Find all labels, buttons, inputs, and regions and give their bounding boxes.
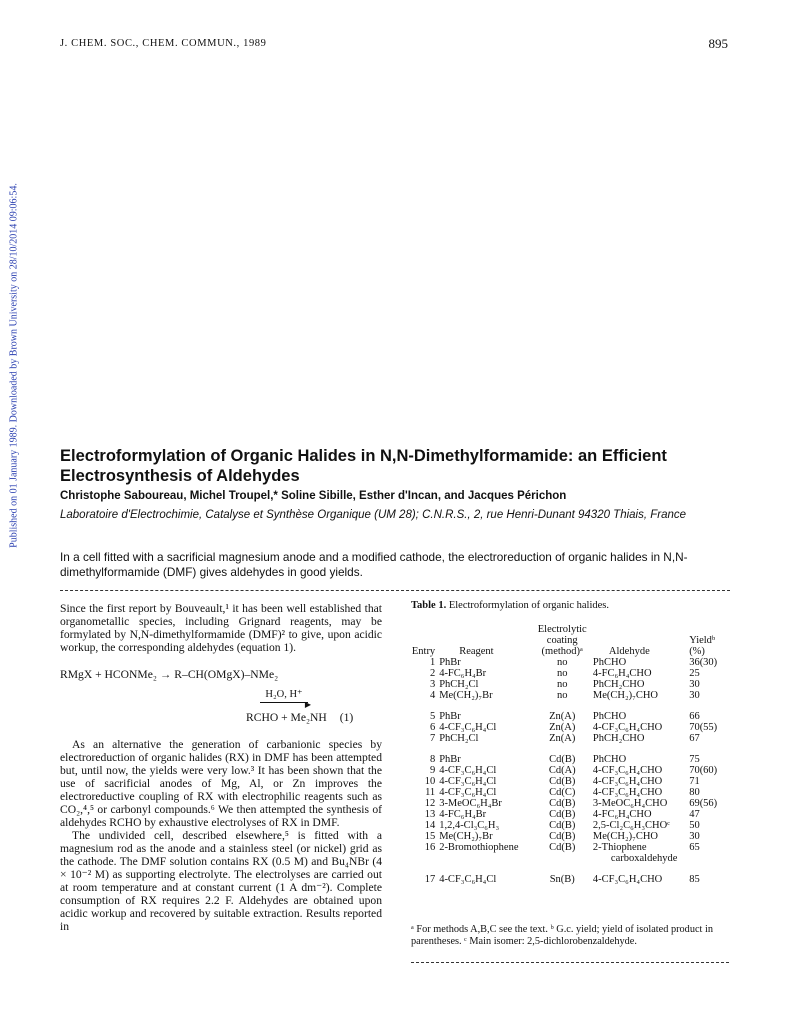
cell-entry: 2 (429, 668, 436, 679)
table-row (408, 798, 728, 809)
results-table (408, 624, 728, 885)
table-row (408, 722, 728, 733)
table-row (408, 690, 728, 701)
cell-yield: 67 (689, 733, 700, 744)
col-yield: Yieldᵇ (%) (689, 635, 716, 657)
paragraph-2: As an alternative the generation of carbanionic species by electroreduction of organic halides (RX) in DMF has been attempted but, until now, the yields were very low.³ It has been shown that the use of sacrificial anodes of Mg, Al, or Zn improves the electroreductive coupling of RX with electrophilic reagents such as CO₂,⁴,⁵ or carbonyl compounds.⁶ We then attempted the synthesis of aldehydes RCHO by exhaustive electrolyses of RX in DMF. (60, 738, 382, 829)
table-row (408, 874, 728, 885)
col-aldehyde: Aldehyde (608, 646, 650, 657)
cell-coating: Cd(B) (549, 831, 576, 842)
table-row (408, 754, 728, 765)
cell-aldehyde: 4-CF₃C₆H₄CHO (592, 874, 663, 885)
table-row (408, 711, 728, 722)
table-footnote: ᵃ For methods A,B,C see the text. ᵇ G.c. yield; yield of isolated product in parentheses. ᶜ Main isomer: 2,5-dichlorobenzaldehyde. (411, 924, 713, 947)
table-row (408, 657, 728, 668)
cell-yield: 71 (689, 776, 700, 787)
cell-entry: 4 (429, 690, 436, 701)
cell-entry: 7 (429, 733, 436, 744)
page-number: 895 (708, 36, 728, 51)
cell-aldehyde: 4-FC₆H₄CHO (592, 809, 652, 820)
cell-reagent: 4-CF₃C₆H₄Cl (439, 787, 497, 798)
cell-yield: 30 (689, 679, 700, 690)
cell-entry: 5 (429, 711, 436, 722)
cell-yield: 47 (689, 809, 700, 820)
cell-reagent: Me(CH₂)₇Br (439, 690, 493, 701)
cell-aldehyde: Me(CH₂)₇CHO (592, 831, 658, 842)
cell-coating: Cd(B) (549, 754, 576, 765)
download-notice-link[interactable]: Published on 01 January 1989. Downloaded by Brown University on 28/10/2014 09:06:54. (8, 183, 20, 548)
cell-aldehyde: PhCH₂CHO (592, 679, 645, 690)
table-caption-label: Table 1. (411, 600, 447, 611)
cell-entry: 16 (424, 842, 436, 853)
equation-number: (1) (339, 711, 354, 724)
cell-coating: no (556, 679, 568, 690)
paragraph-3: The undivided cell, described elsewhere,⁵ is fitted with a magnesium rod as the anode and a stainless steel (or nickel) grid as the cathode. The DMF solution contains RX (0.5 M) and Bu₄NBr (4 × 10⁻² M) as supporting electrolyte. The electrolyses are carried out at room temperature and at constant current (1 A dm⁻²). Complete consumption of RX requires 2.2 F. Aldehydes are obtained upon acidic workup and recovered by suitable extraction. Results reported in (60, 829, 382, 933)
col-entry: Entry (411, 646, 436, 657)
table-row (408, 831, 728, 842)
cell-entry: 15 (424, 831, 436, 842)
cell-reagent: 4-FC₆H₄Br (439, 668, 487, 679)
cell-yield: 65 (689, 842, 700, 853)
cell-aldehyde: PhCHO (592, 754, 627, 765)
article-abstract: In a cell fitted with a sacrificial magnesium anode and a modified cathode, the electroreduction of organic halides in N,N-dimethylformamide (DMF) gives aldehydes in good yields. (60, 550, 688, 579)
cell-coating: Cd(B) (549, 809, 576, 820)
cell-reagent: PhBr (439, 657, 461, 668)
paragraph-1: Since the first report by Bouveault,¹ it has been well established that organometallic species, including Grignard reagents, may be formylated by N,N-dimethylformamide (DMF)² to give, upon acidic workup, the corresponding aldehydes (equation 1). (60, 602, 382, 654)
equation-line-1: RMgX + HCONMe₂ → R–CH(OMgX)–NMe₂ (60, 668, 279, 681)
cell-yield: 75 (689, 754, 700, 765)
cell-entry: 6 (429, 722, 436, 733)
table-row (408, 776, 728, 787)
cell-yield: 85 (689, 874, 700, 885)
cell-entry: 1 (429, 657, 436, 668)
table-caption-text: Electroformylation of organic halides. (448, 600, 610, 611)
article-title: Electroformylation of Organic Halides in N,N-Dimethylformamide: an Efficient Electrosynthesis of Aldehydes (60, 447, 667, 485)
cell-aldehyde-line2: carboxaldehyde (610, 853, 678, 864)
article-affiliation: Laboratoire d'Electrochimie, Catalyse et Synthèse Organique (UM 28); C.N.R.S., 2, rue Henri-Dunant 94320 Thiais, France (60, 509, 687, 521)
cell-aldehyde: PhCH₂CHO (592, 733, 645, 744)
cell-yield: 25 (689, 668, 700, 679)
cell-entry: 10 (424, 776, 436, 787)
table-group-gap (408, 701, 728, 711)
article-authors: Christophe Saboureau, Michel Troupel,* Soline Sibille, Esther d'Incan, and Jacques Périchon (60, 490, 567, 502)
cell-aldehyde: 2,5-Cl₂C₆H₃CHOᶜ (592, 820, 670, 831)
cell-entry: 9 (429, 765, 436, 776)
cell-aldehyde: PhCHO (592, 711, 627, 722)
cell-yield: 66 (689, 711, 700, 722)
cell-yield: 50 (689, 820, 700, 831)
cell-yield: 80 (689, 787, 700, 798)
cell-yield: 70(55) (689, 722, 718, 733)
table-row (408, 668, 728, 679)
table-row (408, 809, 728, 820)
cell-coating: Zn(A) (549, 733, 576, 744)
cell-reagent: 1,2,4-Cl₃C₆H₃ (439, 820, 500, 831)
cell-entry: 11 (425, 787, 436, 798)
table-header-row (408, 624, 728, 657)
cell-reagent: 4-FC₆H₄Br (439, 809, 487, 820)
table-row (408, 733, 728, 744)
table-row (408, 820, 728, 831)
cell-reagent: Me(CH₂)₇Br (439, 831, 493, 842)
cell-entry: 8 (429, 754, 436, 765)
table-row (408, 765, 728, 776)
cell-coating: Cd(A) (548, 765, 576, 776)
col-reagent: Reagent (459, 646, 494, 657)
cell-entry: 12 (424, 798, 436, 809)
cell-yield: 36(30) (689, 657, 718, 668)
cell-aldehyde: PhCHO (592, 657, 627, 668)
cell-reagent: 4-CF₃C₆H₄Cl (439, 776, 497, 787)
table-group-gap (408, 864, 728, 874)
cell-reagent: PhBr (439, 754, 461, 765)
cell-coating: Cd(B) (549, 798, 576, 809)
body-column-left (60, 602, 382, 933)
cell-coating: Cd(B) (549, 776, 576, 787)
cell-coating: Cd(B) (549, 820, 576, 831)
table-caption (411, 600, 609, 611)
equation-products: RCHO + Me₂NH (246, 711, 327, 724)
cell-reagent: PhBr (439, 711, 461, 722)
cell-coating: Cd(B) (549, 842, 576, 853)
cell-entry: 3 (429, 679, 436, 690)
cell-reagent: 4-CF₃C₆H₄Cl (439, 874, 497, 885)
equation-arrow-label: H₂O, H⁺ (265, 689, 303, 700)
equation-line-2 (246, 711, 382, 724)
table-row (408, 842, 728, 864)
cell-coating: no (556, 657, 568, 668)
cell-yield: 30 (689, 690, 700, 701)
cell-aldehyde: 4-CF₃C₆H₄CHO (592, 776, 663, 787)
cell-reagent: PhCH₂Cl (439, 679, 479, 690)
cell-aldehyde: 4-CF₃C₆H₄CHO (592, 765, 663, 776)
equation-1 (60, 668, 382, 724)
cell-coating: Cd(C) (549, 787, 576, 798)
journal-header: J. CHEM. SOC., CHEM. COMMUN., 1989 (60, 38, 267, 49)
cell-reagent: 4-CF₃C₆H₄Cl (439, 722, 497, 733)
cell-coating: no (556, 668, 568, 679)
cell-aldehyde: Me(CH₂)₇CHO (592, 690, 658, 701)
cell-coating: Zn(A) (549, 722, 576, 733)
cell-yield: 30 (689, 831, 700, 842)
cell-reagent: 4-CF₃C₆H₄Cl (439, 765, 497, 776)
table-group-gap (408, 744, 728, 754)
cell-reagent: 3-MeOC₆H₄Br (439, 798, 502, 809)
arrow-icon: ▶ (260, 702, 308, 703)
table-row (408, 679, 728, 690)
cell-yield: 70(60) (689, 765, 718, 776)
abstract-divider (60, 590, 730, 591)
cell-entry: 14 (424, 820, 436, 831)
cell-reagent: PhCH₂Cl (439, 733, 479, 744)
table-row (408, 787, 728, 798)
cell-aldehyde: 2-Thiophene carboxaldehyde (591, 842, 687, 864)
cell-coating: Zn(A) (549, 711, 576, 722)
col-coating: Electrolytic coating (method)ᵃ (537, 624, 587, 657)
cell-aldehyde: 4-CF₃C₆H₄CHO (592, 787, 663, 798)
cell-entry: 17 (424, 874, 436, 885)
cell-aldehyde: 4-CF₃C₆H₄CHO (592, 722, 663, 733)
cell-entry: 13 (424, 809, 436, 820)
cell-coating: Sn(B) (549, 874, 575, 885)
cell-aldehyde: 3-MeOC₆H₄CHO (592, 798, 668, 809)
cell-aldehyde: 4-FC₆H₄CHO (592, 668, 652, 679)
cell-yield: 69(56) (689, 798, 718, 809)
cell-reagent: 2-Bromothiophene (439, 842, 519, 853)
equation-arrow (260, 688, 311, 709)
cell-coating: no (556, 690, 568, 701)
table-end-divider (411, 962, 729, 963)
